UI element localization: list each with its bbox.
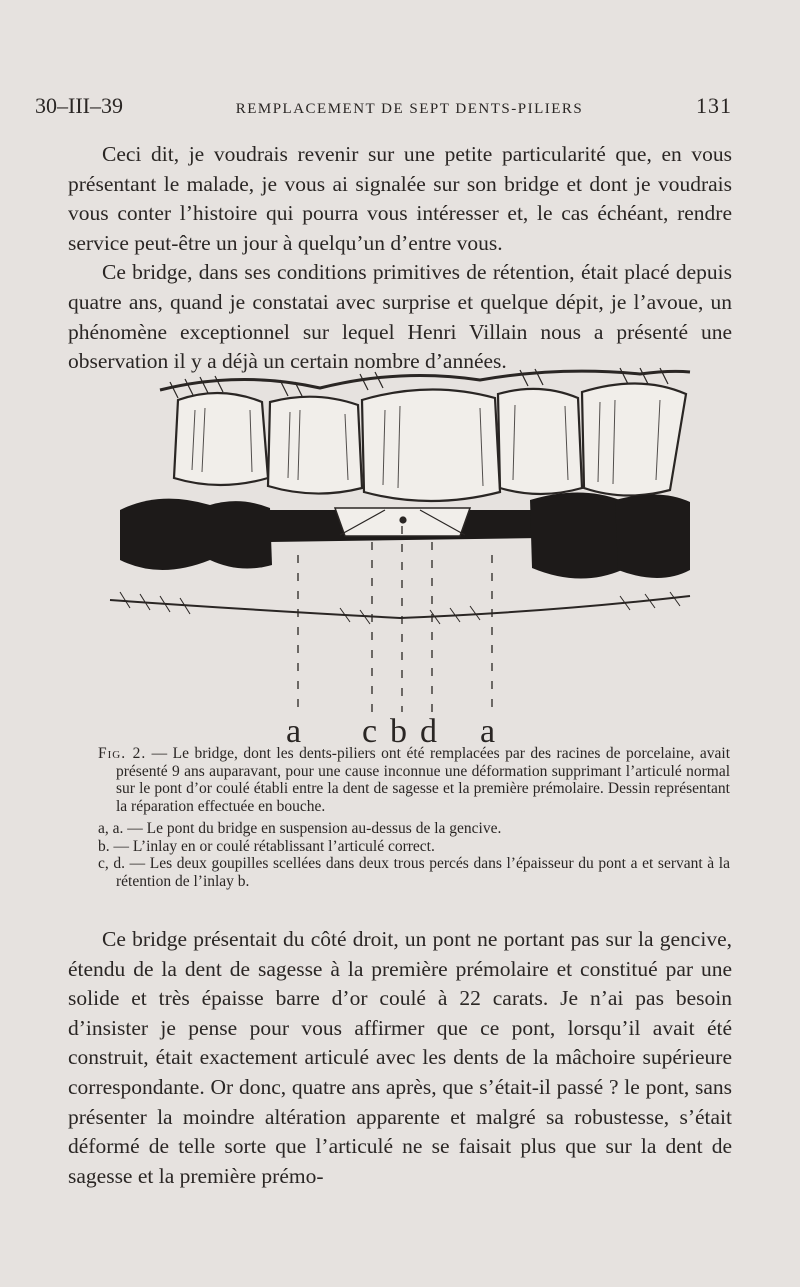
caption-text: — Le bridge, dont les dents-piliers ont été remplacées par des racines de porcelaine, avait présenté 9 ans auparavant, pour une cause inconnue une déformation supprimant l’articulé normal sur le pont d’or coulé établi entre la dent de sagesse et la première prémolaire. Dessin représentant la réparation effectuée en bouche. bbox=[116, 745, 730, 815]
header-date: 30–III–39 bbox=[35, 93, 123, 118]
paragraph: Ceci dit, je voudrais revenir sur une petite particularité que, en vous présentant le malade, je vous ai signalée sur son bridge et dont je voudrais vous conter l’histoire qui pourra vous intéresser et, le cas échéant, rendre service peut-être un jour à quelqu’un d’entre vous. bbox=[68, 142, 732, 255]
figure-label-b: b bbox=[390, 713, 407, 750]
paragraph: Ce bridge, dans ses conditions primitives de rétention, était placé depuis quatre ans, quand je constatai avec surprise et quelque dépit, je l’avoue, un phénomène exceptionnel sur lequel Henri Villain nous a présenté une observation il y a déjà un certain nombre d’années. bbox=[68, 260, 732, 374]
text-block-bottom bbox=[68, 925, 732, 1191]
page-number: 131 bbox=[695, 93, 732, 118]
figure-label-a-left: a bbox=[286, 713, 302, 750]
caption-legend-b: b. — L’inlay en or coulé rétablissant l’articulé correct. bbox=[98, 837, 435, 855]
running-header bbox=[35, 93, 732, 119]
bridge-illustration bbox=[100, 360, 700, 750]
figure-label-a-right: a bbox=[480, 713, 496, 750]
figure-label-c: c bbox=[362, 713, 378, 750]
figure-bridge-drawing bbox=[100, 360, 700, 750]
caption-figure-number: Fig. 2. bbox=[98, 745, 147, 762]
caption-legend-a: a, a. — Le pont du bridge en suspension au-dessus de la gencive. bbox=[98, 820, 502, 837]
header-title: REMPLACEMENT DE SEPT DENTS-PILIERS bbox=[235, 101, 584, 117]
caption-main bbox=[98, 745, 730, 815]
caption-legend-cd: c, d. — Les deux goupilles scellées dans deux trous percés dans l’épaisseur du pont a et servant à la rétention de l’inlay b. bbox=[98, 855, 730, 890]
text-block-top bbox=[68, 140, 732, 377]
figure-caption bbox=[98, 745, 730, 890]
figure-label-d: d bbox=[420, 713, 437, 750]
paragraph: Ce bridge présentait du côté droit, un pont ne portant pas sur la gencive, étendu de la dent de sagesse à la première prémolaire et constitué par une solide et très épaisse barre d’or coulé à 22 carats. Je n’ai pas besoin d’insister je pense pour vous affirmer que ce pont, lorsqu’il avait été construit, était exactement articulé avec les dents de la mâchoire supérieure correspondante. Or donc, quatre ans après, que s’était-il passé ? le pont, sans présenter la moindre altération apparente et malgré sa robustesse, s’était déformé de telle sorte que l’articulé ne se faisait plus que sur la dent de sagesse et la première prémo- bbox=[68, 927, 732, 1188]
